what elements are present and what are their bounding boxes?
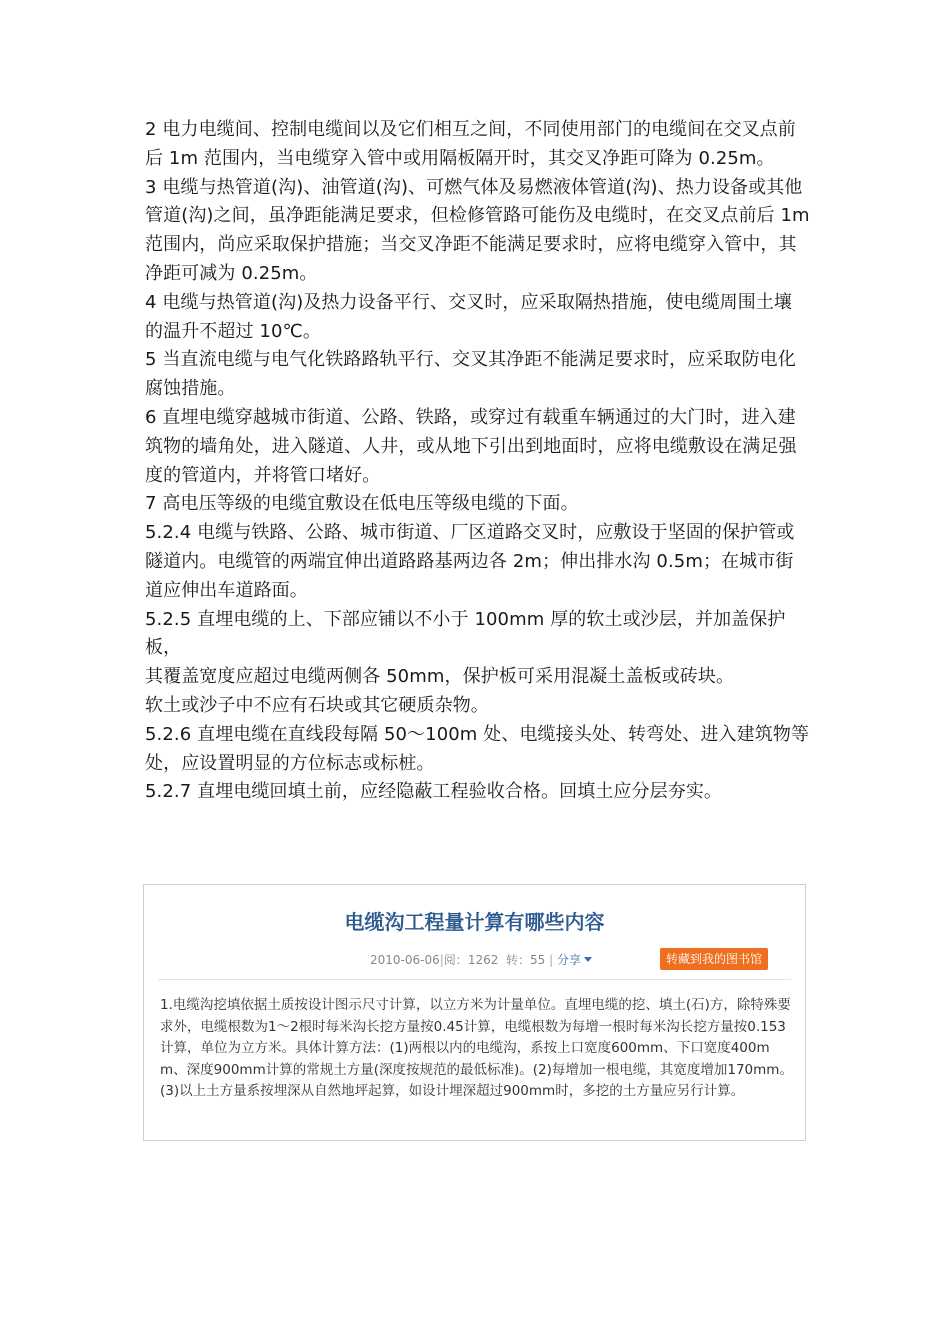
paragraph: 4 电缆与热管道(沟)及热力设备平行、交叉时，应采取隔热措施，使电缆周围土壤的温升不超过 10℃。	[145, 291, 793, 342]
article-date: 2010-06-06	[370, 953, 440, 967]
share-link[interactable]	[557, 953, 592, 967]
paragraph: 5.2.7 直埋电缆回填土前，应经隐蔽工程验收合格。回填土应分层夯实。	[145, 781, 723, 803]
paragraph: 7 高电压等级的电缆宜敷设在低电压等级电缆的下面。	[145, 493, 579, 515]
paragraph: 6 直埋电缆穿越城市街道、公路、铁路，或穿过有载重车辆通过的大门时，进入建筑物的墙角处，进入隧道、人井，或从地下引出到地面时，应将电缆敷设在满足强度的管道内，并将管口堵好。	[145, 406, 797, 486]
reposts-count: 55	[530, 953, 546, 967]
paragraph: 3 电缆与热管道(沟)、油管道(沟)、可燃气体及易燃液体管道(沟)、热力设备或其他管道(沟)之间，虽净距能满足要求，但检修管路可能伤及电缆时，在交叉点前后 1m 范围内，尚应采取保护措施；当交叉净距不能满足要求时，应将电缆穿入管中，其净距可减为 0.25m。	[145, 176, 810, 284]
paragraph: 5 当直流电缆与电气化铁路路轨平行、交叉其净距不能满足要求时，应采取防电化腐蚀措施。	[145, 349, 796, 400]
paragraph: 5.2.6 直埋电缆在直线段每隔 50～100m 处、电缆接头处、转弯处、进入建筑物等处，应设置明显的方位标志或标桩。	[145, 723, 810, 774]
embedded-article-screenshot	[143, 884, 806, 1141]
paragraph: 5.2.5 直埋电缆的上、下部应铺以不小于 100mm 厚的软土或沙层，并加盖保护板，	[145, 608, 786, 659]
reposts-label: 转：	[506, 953, 531, 967]
meta-separator: |	[549, 953, 554, 967]
document-body	[145, 116, 810, 807]
divider	[158, 979, 791, 980]
paragraph: 2 电力电缆间、控制电缆间以及它们相互之间，不同使用部门的电缆间在交叉点前后 1m 范围内，当电缆穿入管中或用隔板隔开时，其交叉净距可降为 0.25m。	[145, 119, 796, 169]
share-label: 分享	[557, 953, 582, 967]
paragraph: 5.2.4 电缆与铁路、公路、城市街道、厂区道路交叉时，应敷设于坚固的保护管或隧道内。电缆管的两端宜伸出道路路基两边各 2m；伸出排水沟 0.5m；在城市街道应伸出车道路面。	[145, 522, 795, 601]
paragraph: 其覆盖宽度应超过电缆两侧各 50mm，保护板可采用混凝土盖板或砖块。	[145, 666, 735, 688]
save-to-library-button[interactable]: 转藏到我的图书馆	[660, 948, 768, 970]
meta-separator: |	[439, 953, 444, 967]
article-title: 电缆沟工程量计算有哪些内容	[344, 910, 605, 934]
reads-label: 阅：	[443, 953, 468, 967]
paragraph: 软土或沙子中不应有石块或其它硬质杂物。	[145, 694, 489, 716]
article-body: 1.电缆沟挖填依据土质按设计图示尺寸计算，以立方米为计量单位。直埋电缆的挖、填土(石)方，除特殊要求外，电缆根数为1～2根时每米沟长挖方量按0.45计算，电缆根数为每增一根时每米沟长挖方量按0.153计算，单位为立方米。具体计算方法：(1)两根以内的电缆沟，系按上口宽度600mm、下口宽度400mm、深度900mm计算的常规土方量(深度按规范的最低标准)。(2)每增加一根电缆，其宽度增加170mm。(3)以上土方量系按埋深从自然地坪起算，如设计埋深超过900mm时，多挖的土方量应另行计算。	[160, 997, 793, 1099]
reads-count: 1262	[467, 953, 499, 967]
article-meta	[370, 951, 592, 968]
chevron-down-icon	[584, 957, 592, 962]
